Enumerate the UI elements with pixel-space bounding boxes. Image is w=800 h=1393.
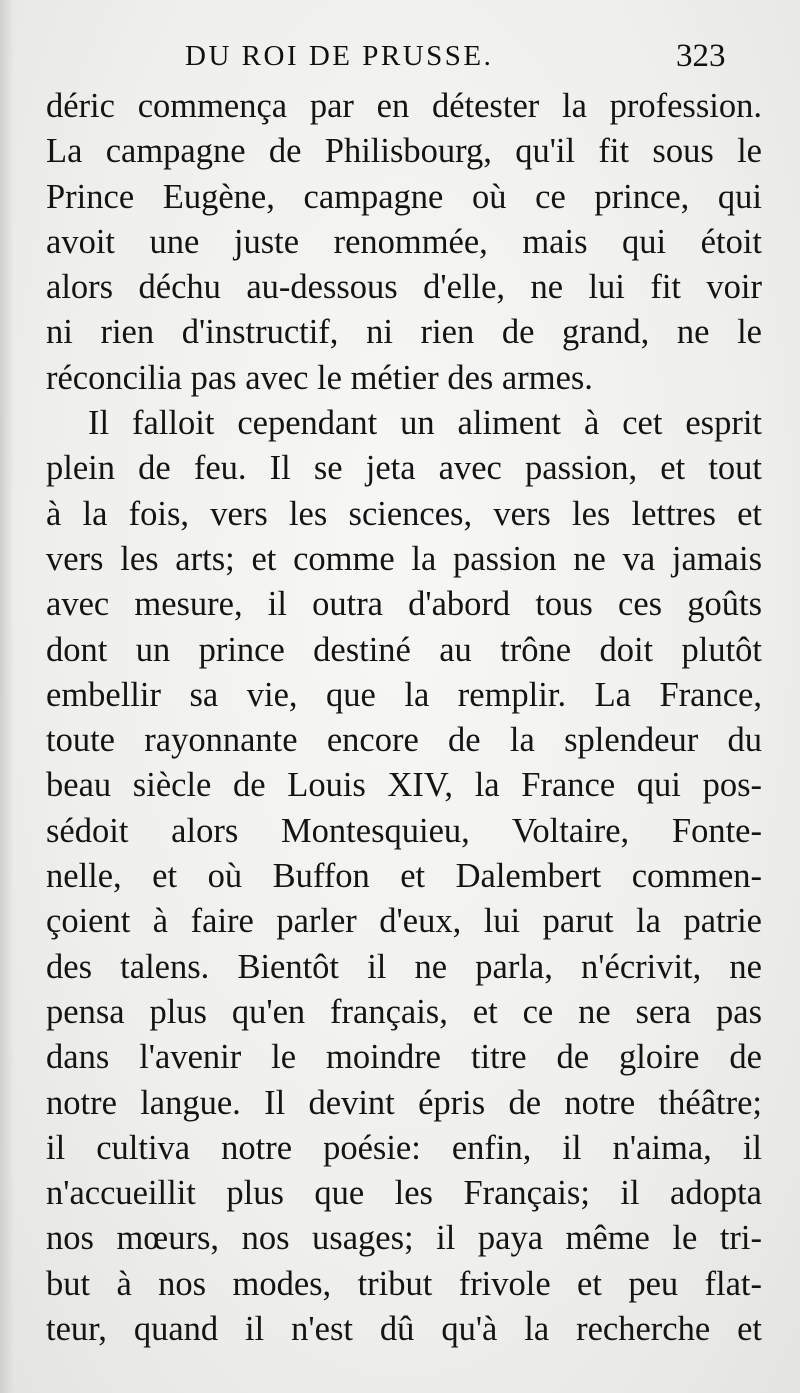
text-line: nos mœurs, nos usages; il paya même le tri- [46,1219,762,1258]
text-line: çoient à faire parler d'eux, lui parut la patrie [46,902,762,941]
text-line: toute rayonnante encore de la splendeur du [46,721,762,760]
running-head [0,38,800,88]
text-line: La campagne de Philisbourg, qu'il fit sous le [46,132,762,171]
text-line: embellir sa vie, que la remplir. La France, [46,675,762,714]
page-number: 323 [676,38,726,74]
text-line: il cultiva notre poésie: enfin, il n'aima, il [46,1128,762,1167]
text-line: alors déchu au-dessous d'elle, ne lui fit voir [46,268,762,307]
text-line: déric commença par en détester la profession. [46,87,762,125]
text-line: nelle, et où Buffon et Dalembert commen- [46,857,762,896]
text-line: vers les arts; et comme la passion ne va jamais [46,539,762,578]
gutter-shadow [0,0,14,1393]
text-line: avec mesure, il outra d'abord tous ces goûts [46,585,762,624]
text-line: beau siècle de Louis XIV, la France qui pos- [46,766,762,805]
text-line: but à nos modes, tribut frivole et peu flat- [46,1264,762,1303]
text-line: Prince Eugène, campagne où ce prince, qui [46,177,762,216]
text-line: notre langue. Il devint épris de notre théâtre; [46,1083,762,1122]
text-line: dont un prince destiné au trône doit plutôt [46,630,762,669]
text-line: réconcilia pas avec le métier des armes. [46,358,593,397]
text-line: ni rien d'instructif, ni rien de grand, ne le [46,313,762,352]
text-line: sédoit alors Montesquieu, Voltaire, Fonte- [46,811,762,850]
paragraph-first-line: Il falloit cependant un aliment à cet esprit [88,404,762,443]
text-line: pensa plus qu'en français, et ce ne sera pas [46,992,762,1031]
text-line: dans l'avenir le moindre titre de gloire de [46,1038,762,1077]
text-line: à la fois, vers les sciences, vers les lettres et [46,494,762,533]
running-title: DU ROI DE PRUSSE. [185,40,494,72]
text-line: avoit une juste renommée, mais qui étoit [46,222,762,261]
text-line: teur, quand il n'est dû qu'à la recherche et [46,1310,762,1349]
text-line: des talens. Bientôt il ne parla, n'écrivit, ne [46,947,762,986]
text-line: plein de feu. Il se jeta avec passion, et tout [46,449,762,488]
body-text [46,84,762,1352]
text-line: n'accueillit plus que les Français; il adopta [46,1174,762,1213]
